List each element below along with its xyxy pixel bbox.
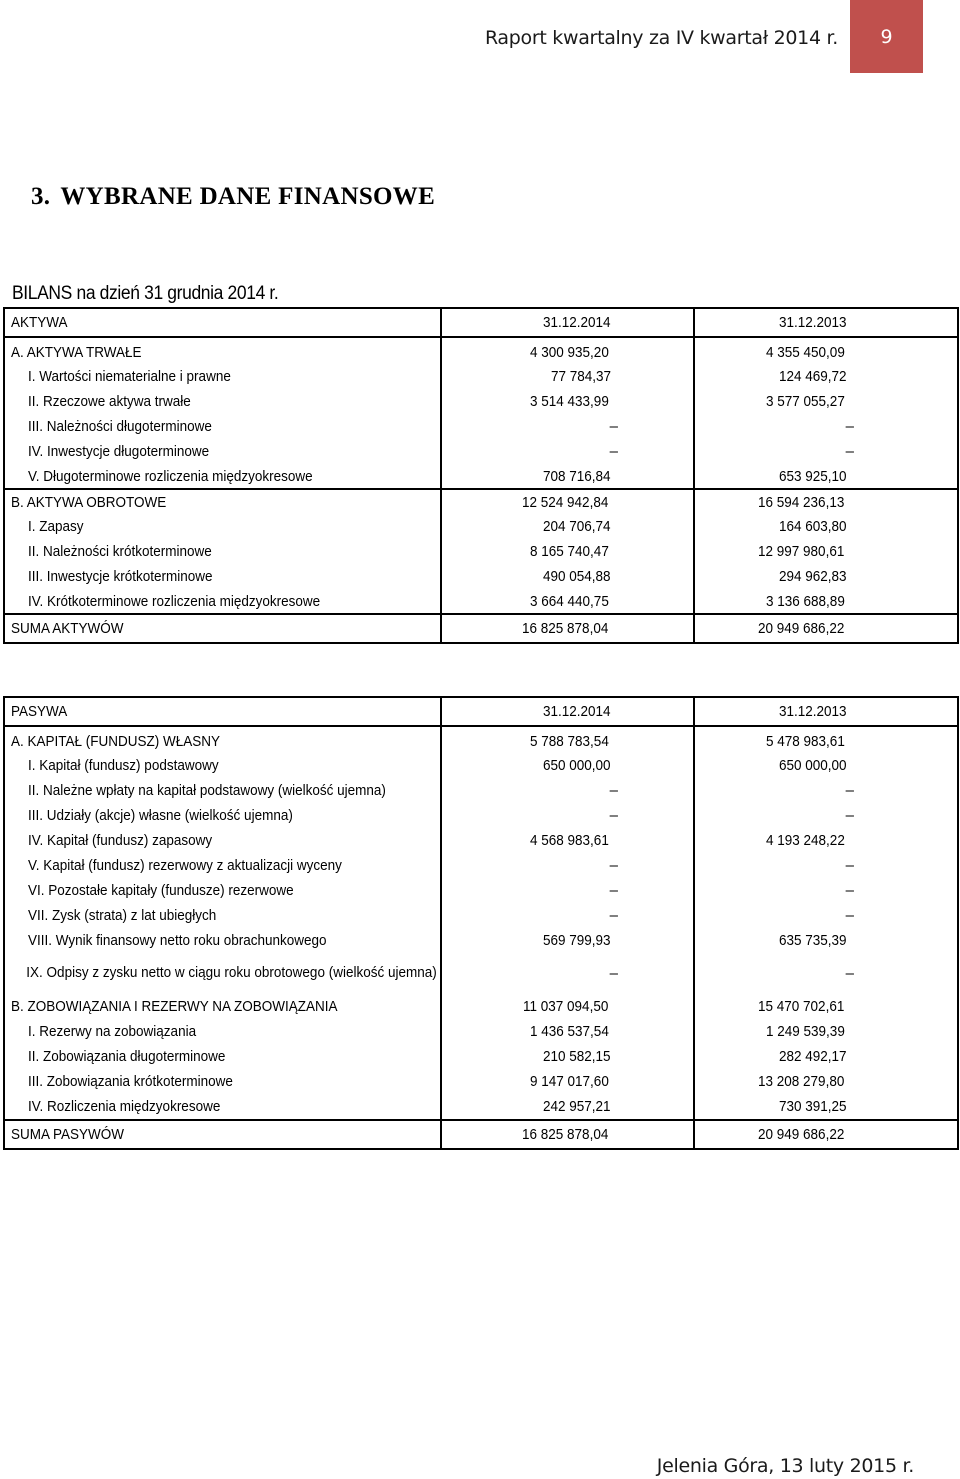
section-heading <box>31 183 435 211</box>
table-row: I. Kapitał (fundusz) podstawowy 650 000,00 650 000,00 <box>4 753 958 778</box>
table-row: IV. Inwestycje długoterminowe – – <box>4 439 958 464</box>
table-row: VII. Zysk (strata) z lat ubiegłych – – <box>4 903 958 928</box>
assets-header-2014: 31.12.2014 <box>441 308 694 337</box>
table-row: B. AKTYWA OBROTOWE 12 524 942,84 16 594 236,13 <box>4 489 958 514</box>
table-row: IX. Odpisy z zysku netto w ciągu roku obrotowego (wielkość ujemna) – – <box>4 953 958 993</box>
balance-sheet-title: BILANS na dzień 31 grudnia 2014 r. <box>12 283 279 304</box>
table-row: IV. Krótkoterminowe rozliczenia międzyokresowe 3 664 440,75 3 136 688,89 <box>4 589 958 614</box>
table-row: III. Należności długoterminowe – – <box>4 414 958 439</box>
section-title: WYBRANE DANE FINANSOWE <box>60 183 436 210</box>
assets-header-2013: 31.12.2013 <box>694 308 958 337</box>
assets-header-label: AKTYWA <box>4 308 441 337</box>
liabilities-table <box>3 696 959 1150</box>
liabilities-total-row <box>4 1120 958 1149</box>
assets-total-row <box>4 614 958 643</box>
assets-total-label: SUMA AKTYWÓW <box>4 614 441 643</box>
assets-table <box>3 307 959 644</box>
liabilities-total-label: SUMA PASYWÓW <box>4 1120 441 1149</box>
assets-total-2014: 16 825 878,04 <box>441 614 694 643</box>
assets-header-row <box>4 308 958 337</box>
table-row: III. Zobowiązania krótkoterminowe 9 147 017,60 13 208 279,80 <box>4 1069 958 1094</box>
assets-total-2013: 20 949 686,22 <box>694 614 958 643</box>
table-row: II. Należne wpłaty na kapitał podstawowy (wielkość ujemna) – – <box>4 778 958 803</box>
table-row: IV. Kapitał (fundusz) zapasowy 4 568 983,61 4 193 248,22 <box>4 828 958 853</box>
table-row: A. AKTYWA TRWAŁE 4 300 935,20 4 355 450,09 <box>4 337 958 364</box>
table-row: II. Należności krótkoterminowe 8 165 740,47 12 997 980,61 <box>4 539 958 564</box>
liabilities-header-label: PASYWA <box>4 697 441 726</box>
liabilities-total-2013: 20 949 686,22 <box>694 1120 958 1149</box>
liabilities-header-2013: 31.12.2013 <box>694 697 958 726</box>
table-row: V. Kapitał (fundusz) rezerwowy z aktualizacji wyceny – – <box>4 853 958 878</box>
table-row: II. Zobowiązania długoterminowe 210 582,15 282 492,17 <box>4 1044 958 1069</box>
section-number: 3. <box>31 183 51 210</box>
report-title: Raport kwartalny za IV kwartał 2014 r. <box>484 27 838 49</box>
table-row: I. Wartości niematerialne i prawne 77 784,37 124 469,72 <box>4 364 958 389</box>
table-row: I. Zapasy 204 706,74 164 603,80 <box>4 514 958 539</box>
table-row: A. KAPITAŁ (FUNDUSZ) WŁASNY 5 788 783,54 5 478 983,61 <box>4 726 958 753</box>
liabilities-total-2014: 16 825 878,04 <box>441 1120 694 1149</box>
liabilities-header-2014: 31.12.2014 <box>441 697 694 726</box>
page-number-badge: 9 <box>850 0 923 73</box>
footer-place-date: Jelenia Góra, 13 luty 2015 r. <box>656 1455 914 1477</box>
table-row: VI. Pozostałe kapitały (fundusze) rezerwowe – – <box>4 878 958 903</box>
table-row: III. Inwestycje krótkoterminowe 490 054,88 294 962,83 <box>4 564 958 589</box>
table-row: I. Rezerwy na zobowiązania 1 436 537,54 1 249 539,39 <box>4 1019 958 1044</box>
table-row: VIII. Wynik finansowy netto roku obrachunkowego 569 799,93 635 735,39 <box>4 928 958 953</box>
table-row: V. Długoterminowe rozliczenia międzyokresowe 708 716,84 653 925,10 <box>4 464 958 489</box>
table-row: II. Rzeczowe aktywa trwałe 3 514 433,99 3 577 055,27 <box>4 389 958 414</box>
liabilities-header-row <box>4 697 958 726</box>
table-row: III. Udziały (akcje) własne (wielkość ujemna) – – <box>4 803 958 828</box>
table-row: IV. Rozliczenia międzyokresowe 242 957,21 730 391,25 <box>4 1094 958 1120</box>
table-row: B. ZOBOWIĄZANIA I REZERWY NA ZOBOWIĄZANIA 11 037 094,50 15 470 702,61 <box>4 993 958 1019</box>
